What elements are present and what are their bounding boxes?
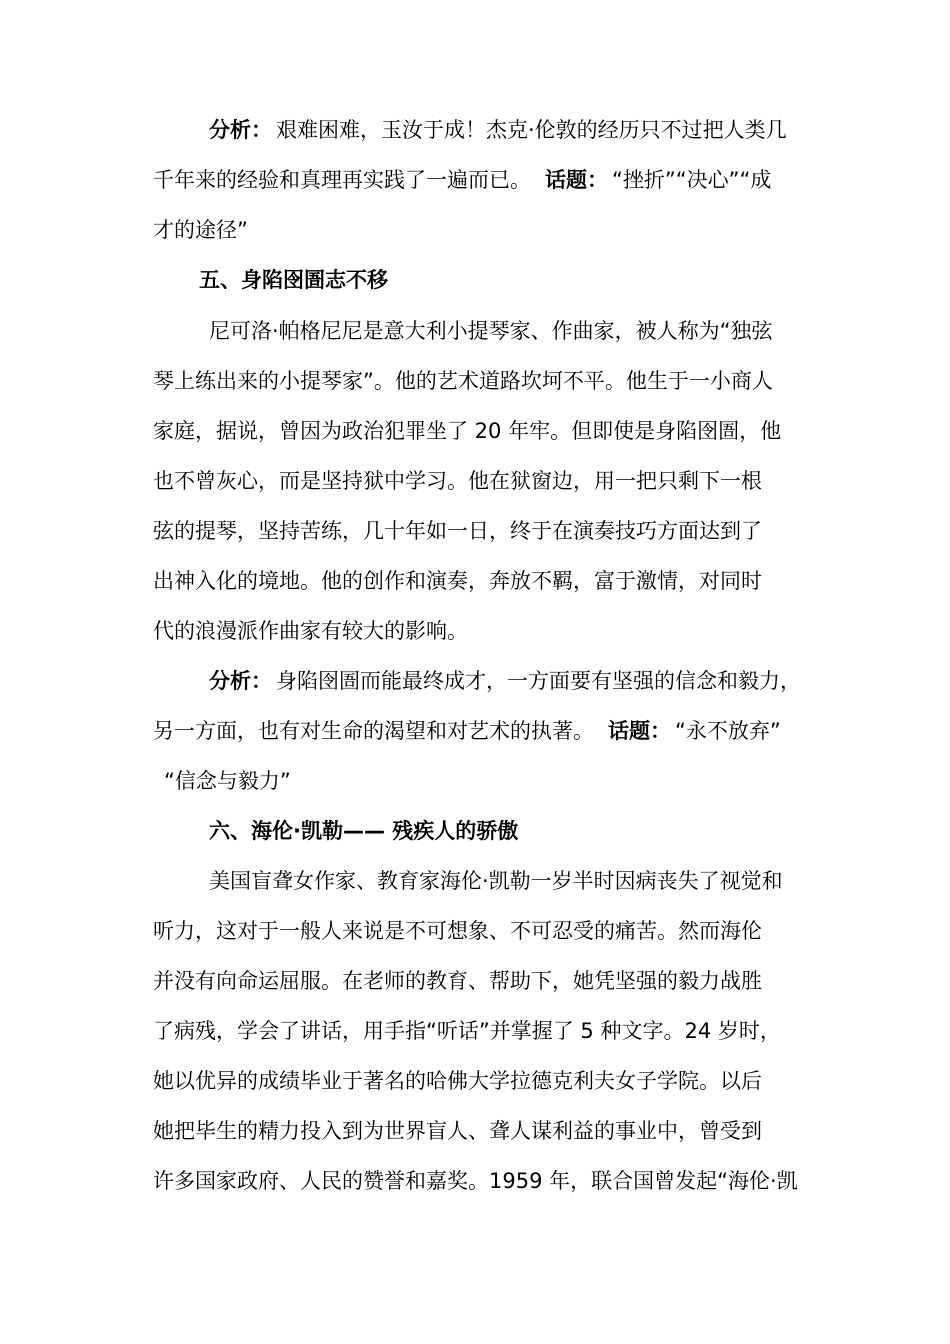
body-line: 尼可洛·帕格尼尼是意大利小提琴家、作曲家，被人称为“独弦 [209, 319, 773, 343]
analysis-text: 身陷囹圄而能最终成才，一方面要有坚强的信念和毅力， [276, 669, 801, 693]
analysis-text: 艰难困难，玉汝于成！杰克·伦敦的经历只不过把人类几 [276, 118, 787, 142]
body-line: 许多国家政府、人民的赞誉和嘉奖。1959 年，联合国曾发起“海伦·凯 [153, 1169, 798, 1193]
analysis-label: 分析： [209, 669, 272, 693]
section-heading: 六、海伦·凯勒—— 残疾人的骄傲 [209, 819, 519, 843]
analysis-line [164, 766, 824, 796]
topic-text: 才的途径” [153, 218, 248, 242]
body-line: 并没有向命运屈服。在老师的教育、帮助下，她凭坚强的毅力战胜 [153, 969, 762, 993]
body-line: 她以优异的成绩毕业于著名的哈佛大学拉德克利夫女子学院。以后 [153, 1069, 762, 1093]
analysis-line [153, 716, 813, 746]
body-line: 美国盲聋女作家、教育家海伦·凯勒一岁半时因病丧失了视觉和 [209, 869, 783, 893]
analysis-line [153, 165, 813, 195]
analysis-label: 分析： [209, 118, 272, 142]
body-line: 弦的提琴，坚持苦练，几十年如一日，终于在演奏技巧方面达到了 [153, 519, 762, 543]
analysis-line [209, 115, 813, 145]
analysis-text: 另一方面，也有对生命的渴望和对艺术的执著。 [153, 719, 594, 743]
topic-label: 话题： [545, 168, 608, 192]
analysis-text: 千年来的经验和真理再实践了一遍而已。 [153, 168, 531, 192]
body-line: 了病残，学会了讲话，用手指“听话”并掌握了 5 种文字。24 岁时， [153, 1019, 781, 1043]
topic-text: “挫折”“决心”“成 [612, 168, 772, 192]
body-line: 琴上练出来的小提琴家”。他的艺术道路坎坷不平。他生于一小商人 [153, 369, 773, 393]
body-line: 她把毕生的精力投入到为世界盲人、聋人谋利益的事业中，曾受到 [153, 1119, 762, 1143]
section-heading: 五、身陷囹圄志不移 [199, 268, 388, 292]
body-line: 听力，这对于一般人来说是不可想象、不可忍受的痛苦。然而海伦 [153, 919, 762, 943]
body-line: 代的浪漫派作曲家有较大的影响。 [153, 619, 468, 643]
topic-text: “永不放弃” [675, 719, 781, 743]
body-line: 家庭，据说，曾因为政治犯罪坐了 20 年牢。但即使是身陷囹圄，他 [153, 419, 782, 443]
analysis-line [153, 215, 813, 245]
body-line: 也不曾灰心，而是坚持狱中学习。他在狱窗边，用一把只剩下一根 [153, 469, 762, 493]
topic-label: 话题： [608, 719, 671, 743]
topic-text: “信念与毅力” [164, 769, 291, 793]
analysis-line [209, 666, 813, 696]
body-line: 出神入化的境地。他的创作和演奏，奔放不羁，富于激情，对同时 [153, 569, 762, 593]
